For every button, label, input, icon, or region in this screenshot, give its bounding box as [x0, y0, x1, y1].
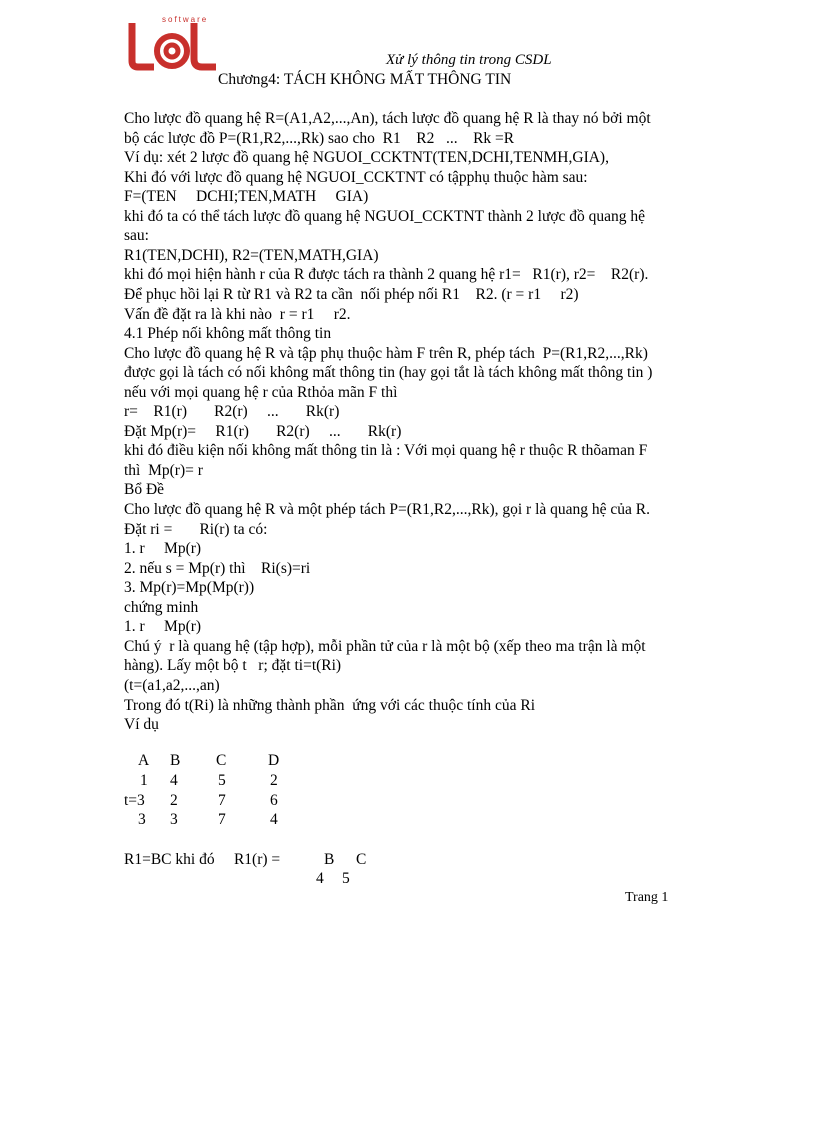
table-cell: 3: [138, 811, 146, 828]
projection-header: B: [324, 851, 335, 868]
table-cell: t=3: [124, 792, 145, 809]
body-line: Đặt Mp(r)= R1(r) R2(r) ... Rk(r): [124, 422, 402, 440]
table-cell: 7: [218, 811, 226, 828]
body-line: Cho lược đồ quang hệ R và một phép tách P=(R1,R2,...,Rk), gọi r là quang hệ của R.: [124, 501, 650, 518]
projection-value: 4: [316, 870, 324, 887]
body-line: Cho lược đồ quang hệ R=(A1,A2,...,An), tách lược đồ quang hệ R là thay nó bởi một: [124, 110, 651, 127]
body-line: Chú ý r là quang hệ (tập hợp), mỗi phần tử của r là một bộ (xếp theo ma trận là một: [124, 637, 646, 655]
body-line: khi đó ta có thể tách lược đồ quang hệ NGUOI_CCKTNT thành 2 lược đồ quang hệ: [124, 207, 646, 225]
table-cell: 5: [218, 772, 226, 789]
table-cell: 4: [170, 772, 178, 789]
page-number: Trang 1: [625, 890, 669, 905]
body-line: Bổ Đề: [124, 481, 165, 499]
projection-text: R1=BC khi đó R1(r) =: [124, 851, 281, 868]
body-line: khi đó mọi hiện hành r của R được tách ra thành 2 quang hệ r1= R1(r), r2= R2(r).: [124, 266, 649, 284]
body-line: Trong đó t(Ri) là những thành phần ứng với các thuộc tính của Ri: [124, 696, 536, 714]
body-line: Khi đó với lược đồ quang hệ NGUOI_CCKTNT có tậpphụ thuộc hàm sau:: [124, 168, 588, 186]
projection-header: C: [356, 851, 367, 868]
table-header-cell: D: [268, 752, 280, 769]
body-line: Ví dụ: xét 2 lược đồ quang hệ NGUOI_CCKTNT(TEN,DCHI,TENMH,GIA),: [124, 149, 609, 167]
body-line: (t=(a1,a2,...,an): [124, 676, 220, 694]
table-cell: 3: [170, 811, 178, 828]
body-line: bộ các lược đồ P=(R1,R2,...,Rk) sao cho R1 R2 ... Rk =R: [124, 129, 515, 147]
logo-text: software: [162, 15, 209, 24]
table-cell: 7: [218, 792, 226, 809]
body-line: thì Mp(r)= r: [124, 461, 203, 479]
table-cell: 2: [270, 772, 278, 789]
body-line: Cho lược đồ quang hệ R và tập phụ thuộc hàm F trên R, phép tách P=(R1,R2,...,Rk): [124, 344, 648, 362]
body-line: hàng). Lấy một bộ t r; đặt ti=t(Ri): [124, 657, 342, 675]
body-line: 1. r Mp(r): [124, 618, 202, 636]
body-line: Vấn đề đặt ra là khi nào r = r1 r2.: [124, 305, 351, 323]
body-line: Đặt ri = Ri(r) ta có:: [124, 520, 268, 538]
chapter-title: Chương4: TÁCH KHÔNG MẤT THÔNG TIN: [218, 71, 512, 88]
table-cell: 1: [140, 772, 148, 789]
table-cell: 6: [270, 792, 278, 809]
body-line: khi đó điều kiện nối không mất thông tin là : Với mọi quang hệ r thuộc R thõaman F: [124, 442, 648, 460]
body-line: được gọi là tách có nối không mất thông tin (hay gọi tắt là tách không mất thông tin ): [124, 364, 653, 382]
projection-value: 5: [342, 870, 350, 887]
body-line: chứng minh: [124, 598, 199, 616]
table-cell: 4: [270, 811, 278, 828]
body-line: r= R1(r) R2(r) ... Rk(r): [124, 403, 340, 421]
company-logo: [124, 17, 220, 77]
table-header-cell: C: [216, 752, 227, 769]
body-line: Ví dụ: [124, 716, 159, 734]
body-line: 1. r Mp(r): [124, 540, 202, 558]
body-line: F=(TEN DCHI;TEN,MATH GIA): [124, 188, 369, 206]
body-line: sau:: [124, 227, 149, 245]
body-line: Để phục hồi lại R từ R1 và R2 ta cần nối phép nối R1 R2. (r = r1 r2): [124, 285, 579, 303]
table-header-cell: B: [170, 752, 181, 769]
table-header-cell: A: [138, 752, 150, 769]
body-line: 4.1 Phép nối không mất thông tin: [124, 325, 332, 343]
table-cell: 2: [170, 792, 178, 809]
running-header: Xử lý thông tin trong CSDL: [386, 52, 552, 68]
body-line: 3. Mp(r)=Mp(Mp(r)): [124, 579, 255, 597]
body-line: nếu với mọi quang hệ r của Rthỏa mãn F thì: [124, 383, 398, 401]
body-line: 2. nếu s = Mp(r) thì Ri(s)=ri: [124, 559, 311, 577]
body-line: R1(TEN,DCHI), R2=(TEN,MATH,GIA): [124, 246, 379, 264]
